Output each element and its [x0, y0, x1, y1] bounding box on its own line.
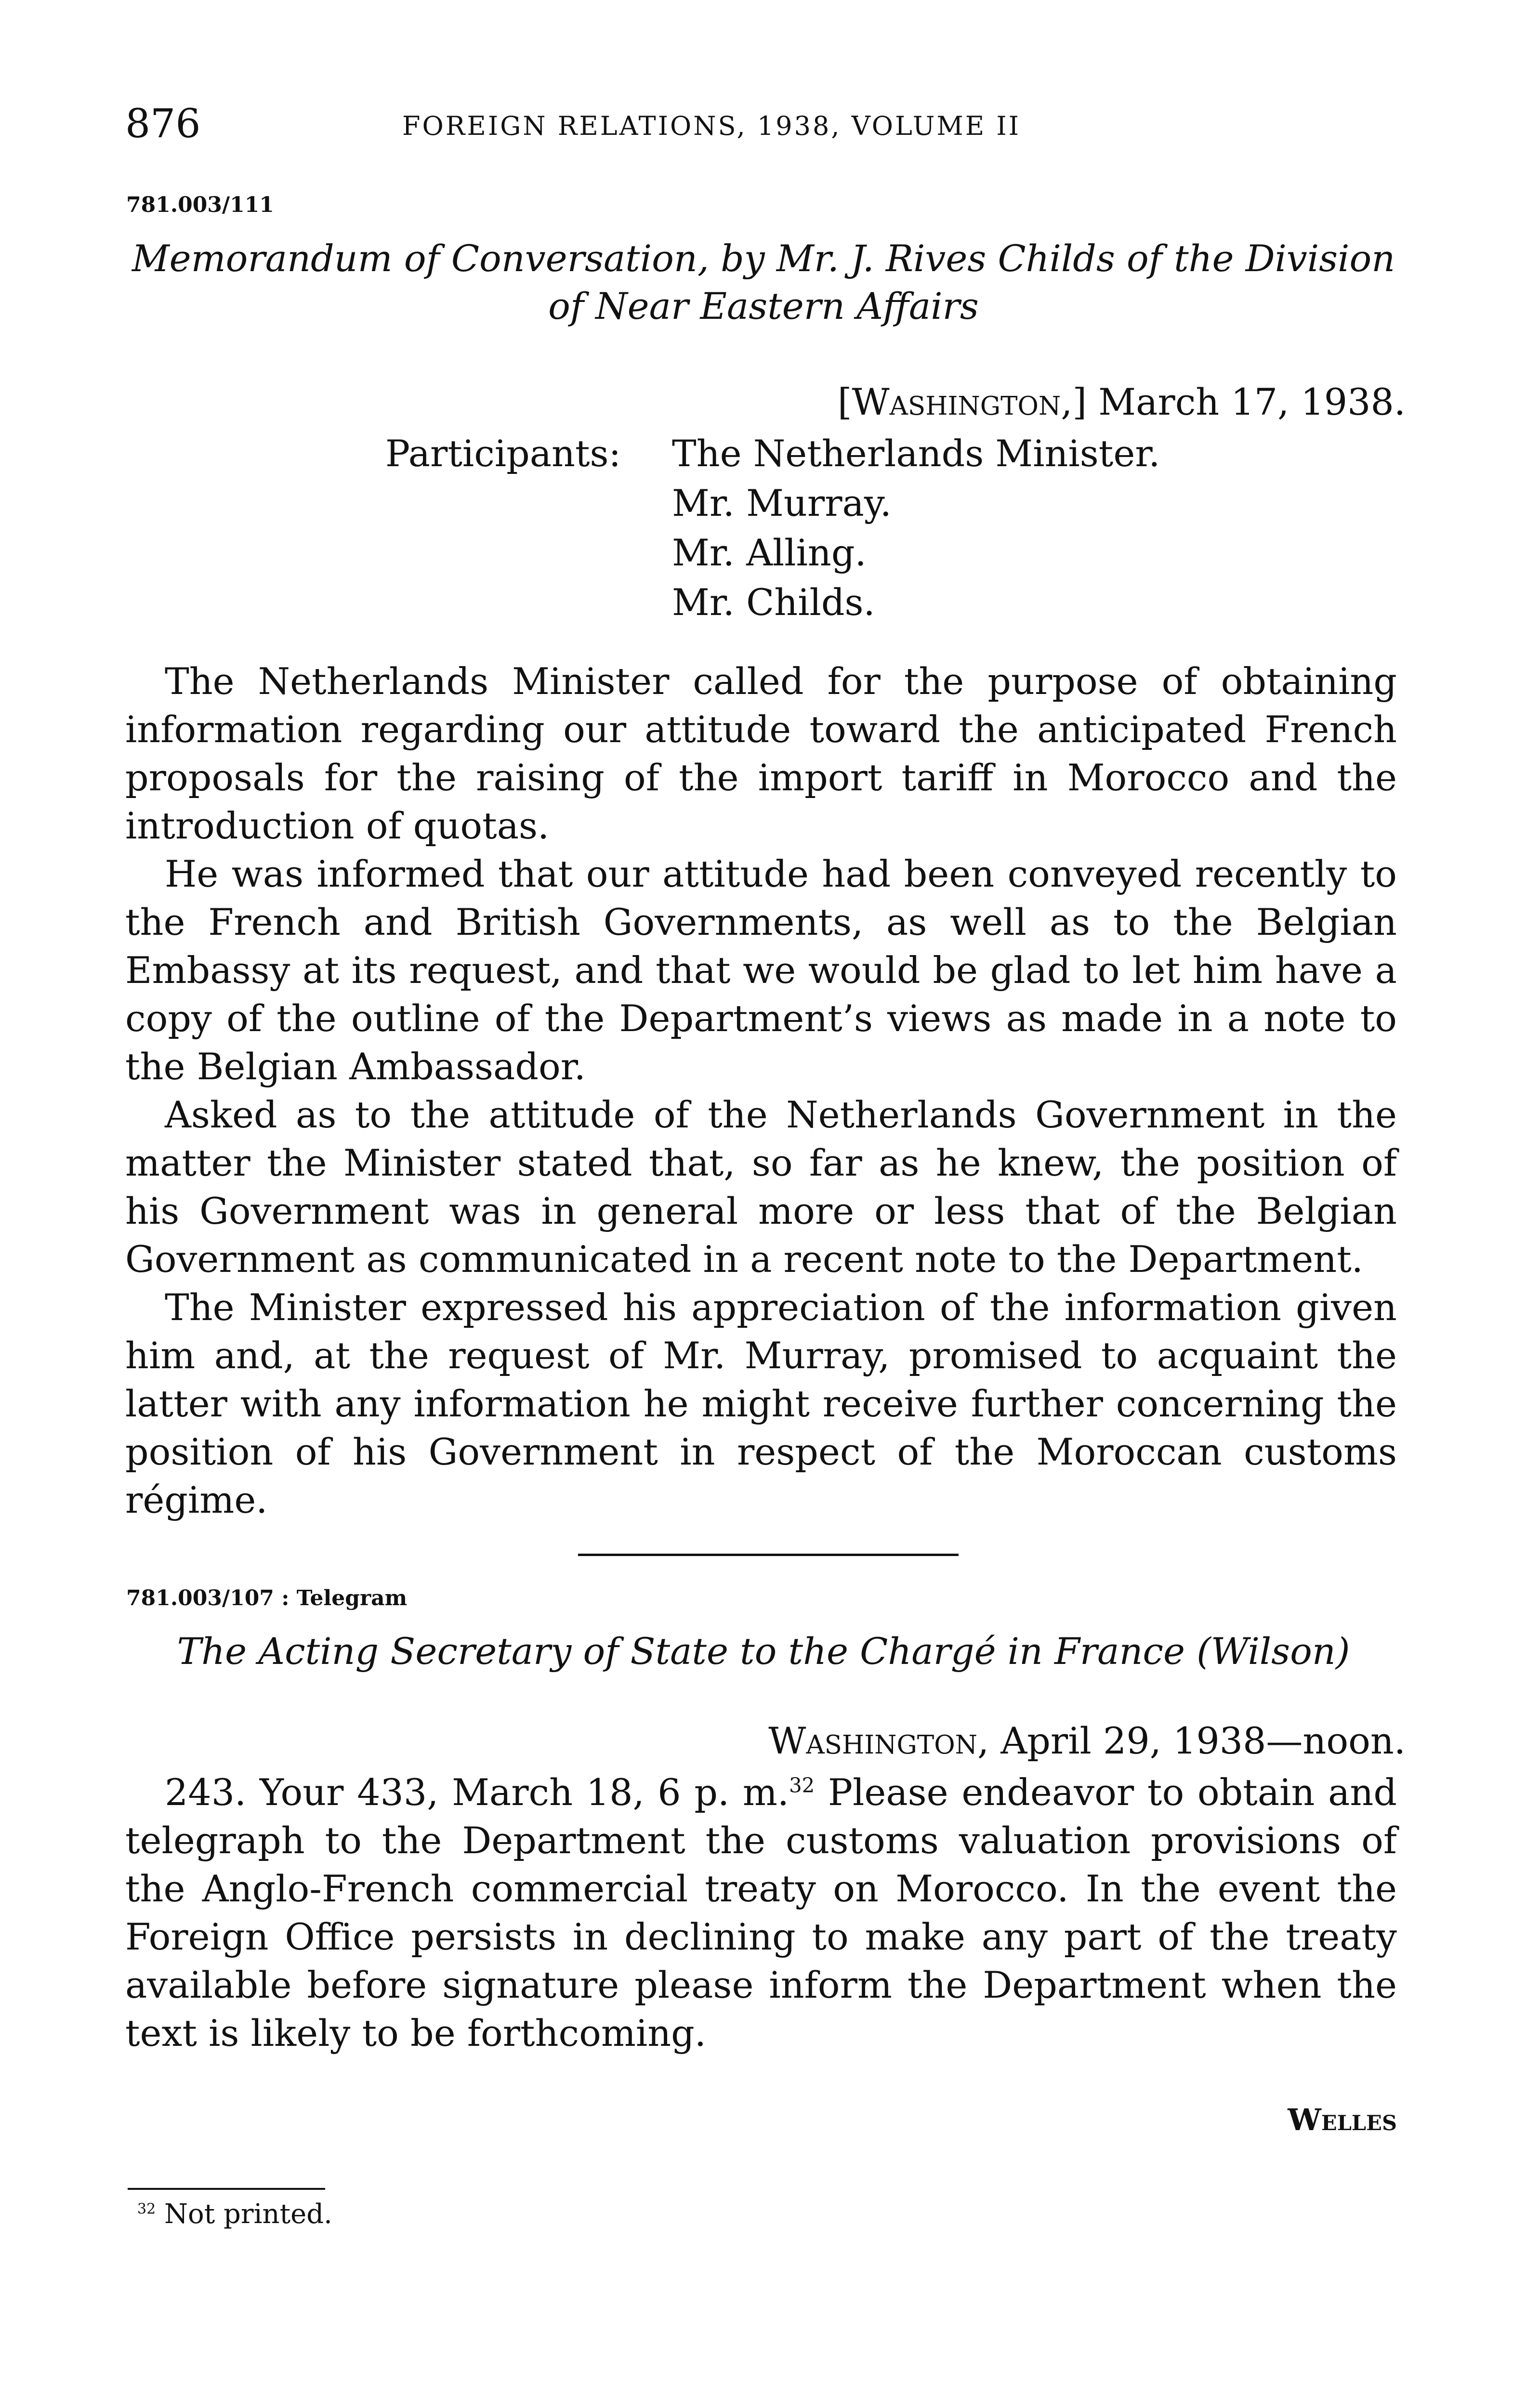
footnote-rule: [128, 2188, 325, 2190]
memorandum-body: [125, 657, 1397, 1524]
footnote-marker: 32: [137, 2200, 156, 2218]
page-number: 876: [125, 101, 201, 147]
footnote-reference: 32: [789, 1773, 815, 1797]
memorandum-dateline: [838, 380, 1406, 423]
signature: Welles: [1288, 2102, 1397, 2137]
memorandum-title-line-1: Memorandum of Conversation, by Mr. J. Rives Childs of the Division: [132, 237, 1395, 280]
page-header: [125, 101, 1397, 154]
footnote: [137, 2199, 332, 2230]
section-divider: [578, 1554, 959, 1556]
telegram-file-reference: 781.003/107 : Telegram: [126, 1586, 408, 1610]
memorandum-title-line-2: of Near Eastern Affairs: [548, 284, 979, 327]
running-head: FOREIGN RELATIONS, 1938, VOLUME II: [402, 111, 1021, 141]
memorandum-title: [125, 235, 1402, 330]
participants-list: [672, 429, 1250, 627]
footnote-text: Not printed.: [164, 2199, 332, 2230]
telegram-title: The Acting Secretary of State to the Chargé in France (Wilson): [177, 1630, 1350, 1673]
dateline-date: March 17, 1938.: [1098, 380, 1406, 423]
dateline-place: Washington,: [768, 1719, 989, 1762]
body-paragraph: The Minister expressed his appreciation of the information given him and, at the request of Mr. Murray, promised to acquaint the latter with any information he might receive further concerning the position of his Government in respect of the Moroccan customs régime.: [125, 1286, 1397, 1521]
file-reference: 781.003/111: [126, 193, 274, 217]
telegram-paragraph: [125, 1768, 1397, 2057]
telegram-text-rest: Please endeavor to obtain and telegraph to the Department the customs valuation provisions of the Anglo-French commercial treaty on Morocco. In the event the Foreign Office persists in declining to make any part of the treaty available before signature please inform the Department when the text is likely to be forthcoming.: [125, 1771, 1397, 2055]
participant: Mr. Alling.: [672, 531, 867, 574]
telegram-text-start: 243. Your 433, March 18, 6 p. m.: [165, 1771, 789, 1814]
participant: The Netherlands Minister.: [672, 432, 1160, 475]
body-paragraph: He was informed that our attitude had been conveyed recently to the French and British Governments, as well as to the Belgian Embassy at its request, and that we would be glad to let him have a copy of the outline of the Department’s views as made in a note to the Belgian Ambassador.: [125, 852, 1397, 1088]
participants-label: Participants:: [385, 432, 621, 475]
body-paragraph: The Netherlands Minister called for the purpose of obtaining information regarding our attitude toward the anticipated French proposals for the raising of the import tariff in Morocco and the introduction of quotas.: [125, 660, 1397, 847]
dateline-place: [Washington,]: [837, 380, 1087, 423]
participant: Mr. Murray.: [672, 482, 892, 524]
telegram-body: [125, 1768, 1397, 2057]
body-paragraph: Asked as to the attitude of the Netherlands Government in the matter the Minister stated that, so far as he knew, the position of his Government was in general more or less that of the Belgian Government as communicated in a recent note to the Department.: [125, 1093, 1397, 1281]
telegram-dateline: [768, 1719, 1406, 1762]
participant: Mr. Childs.: [672, 581, 875, 624]
dateline-date: April 29, 1938—noon.: [1000, 1719, 1406, 1762]
